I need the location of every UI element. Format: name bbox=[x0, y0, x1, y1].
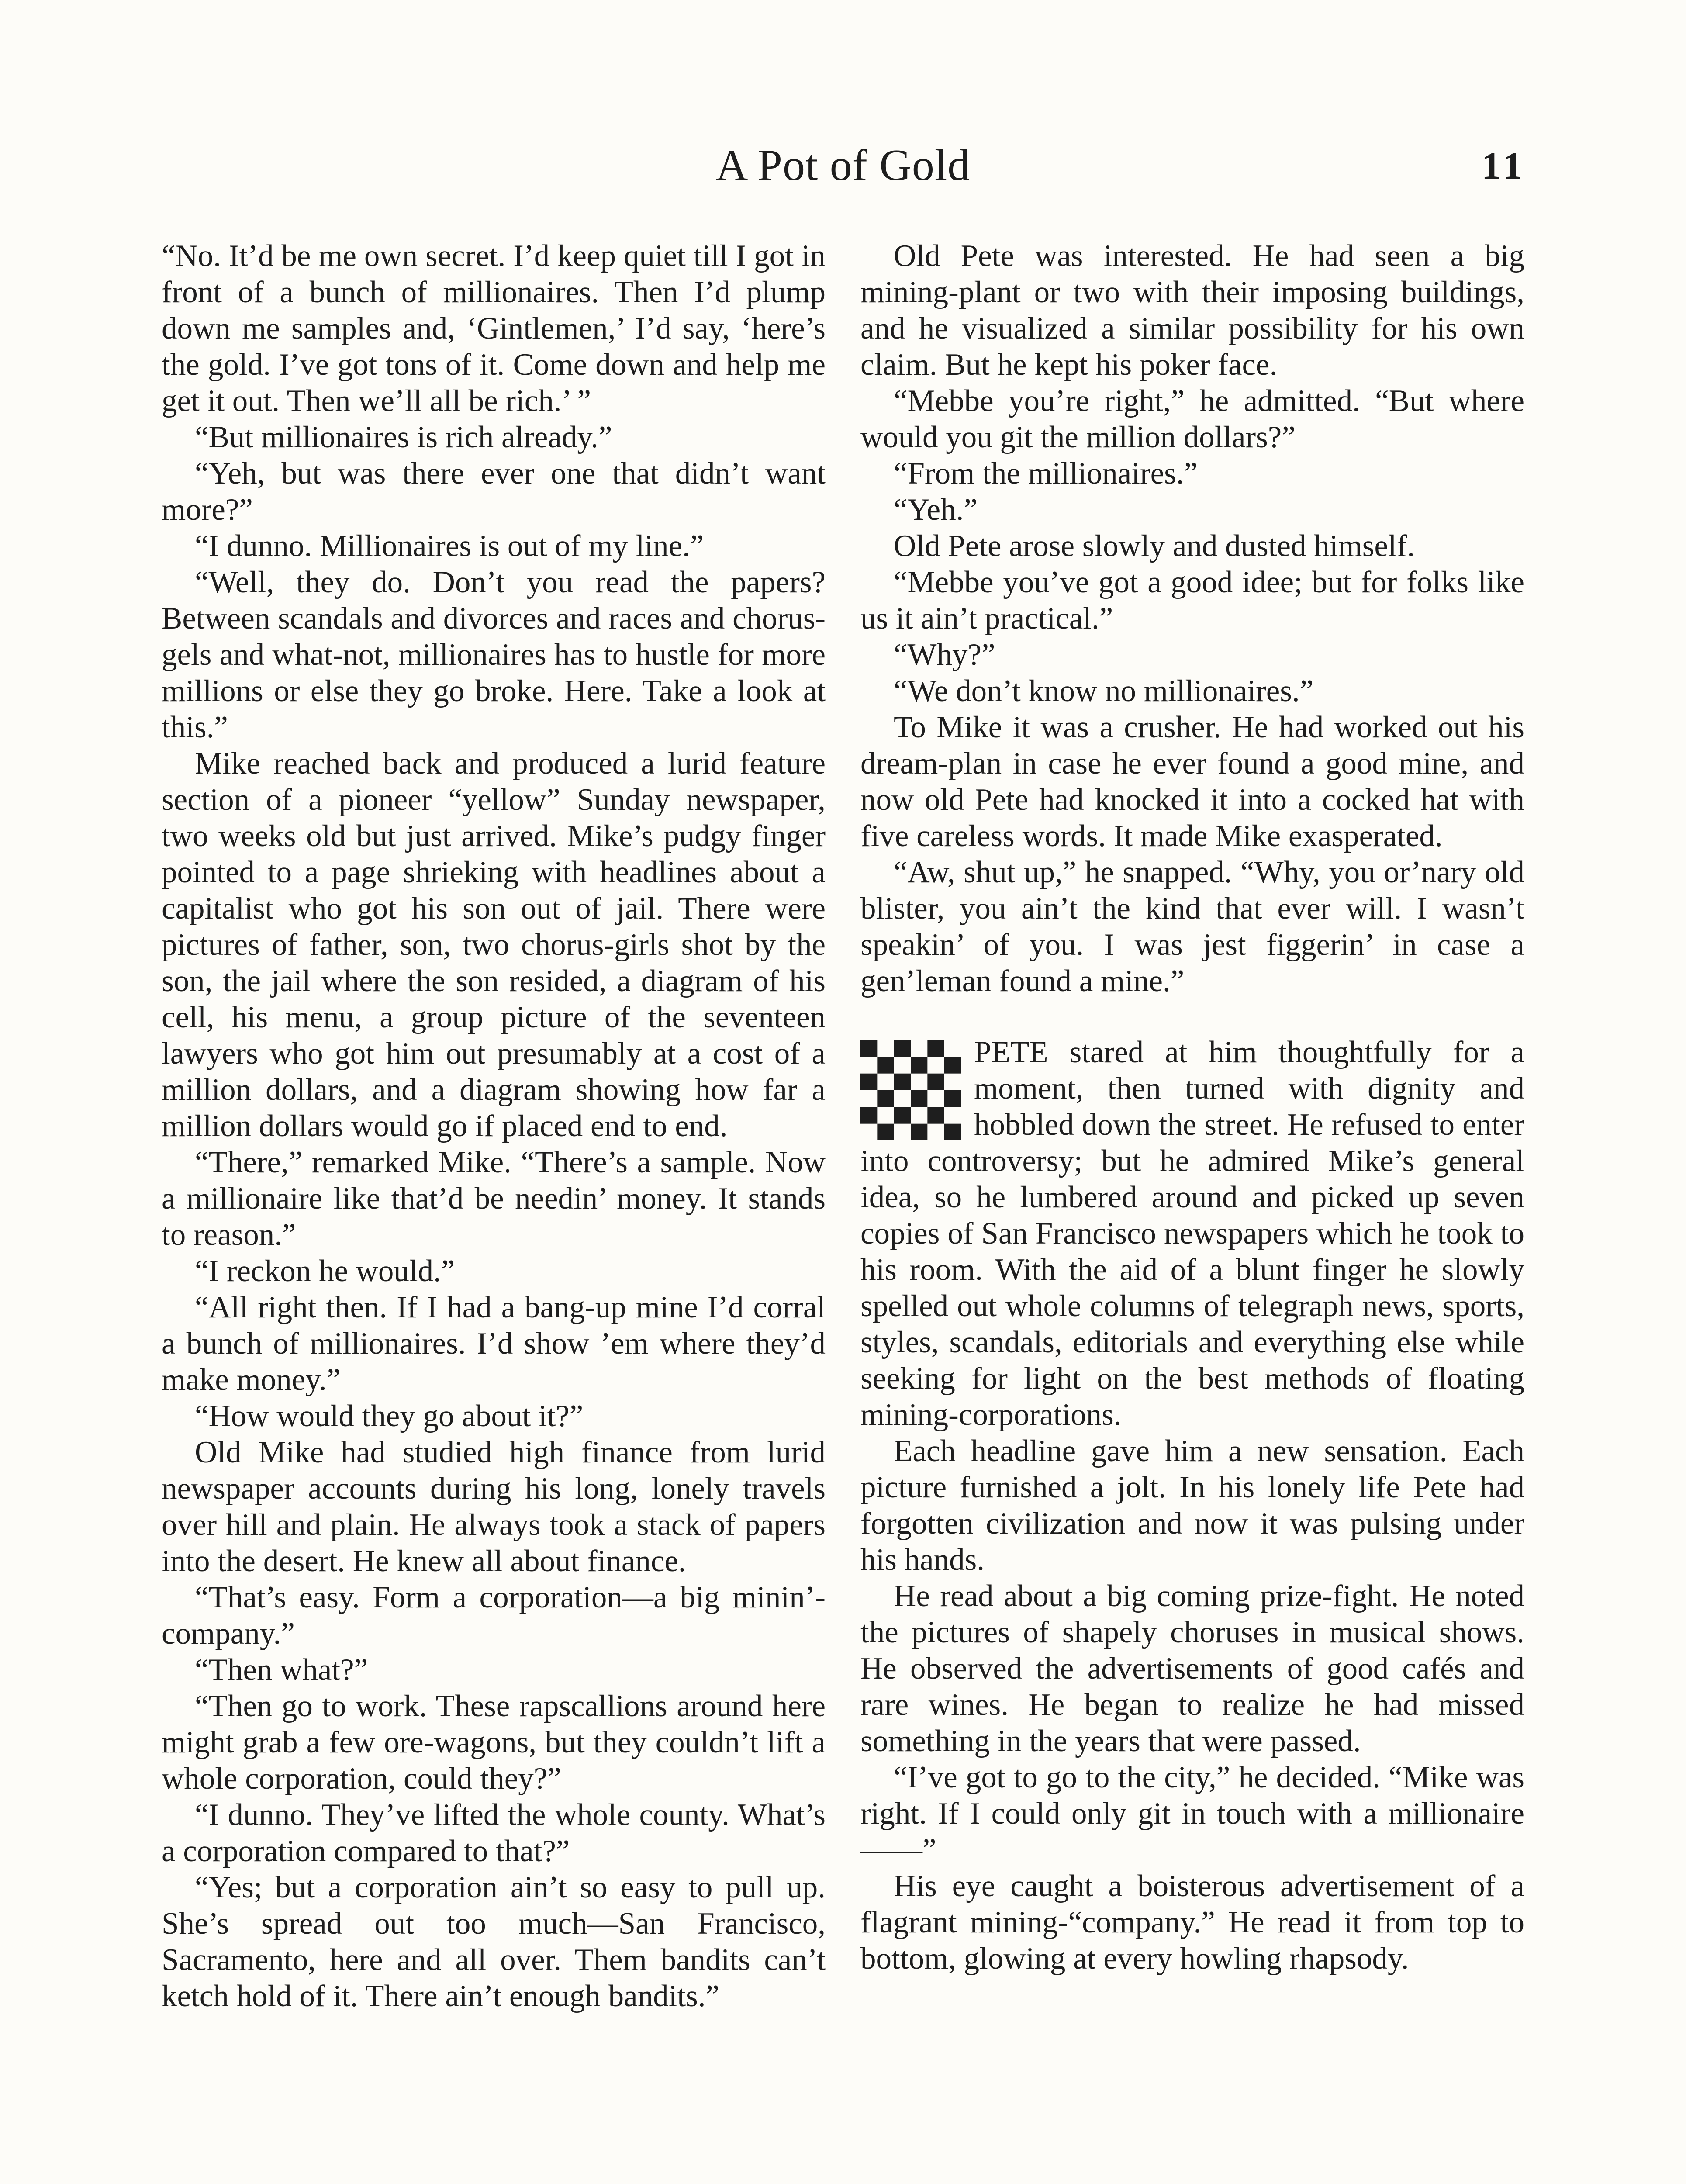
paragraph: “I reckon he would.” bbox=[195, 1254, 455, 1288]
paragraph: “How would they go about it?” bbox=[195, 1399, 584, 1433]
paragraph: “Yes; but a corporation ain’t so easy to pull up. She’s spread out too much—San Francisco, Sacramento, here and all over. Them bandits can’t ketch hold of it. There ain’t enough bandits.” bbox=[162, 1870, 826, 2013]
paragraph: “No. It’d be me own secret. I’d keep quiet till I got in front of a bunch of millionaires. Then I’d plump down me samples and, ‘Gintlemen,’ I’d say, ‘here’s the gold. I’ve got tons of it. Come down and help me get it out. Then we’ll all be rich.’ ” bbox=[162, 239, 826, 418]
paragraph: “All right then. If I had a bang-up mine I’d corral a bunch of millionaires. I’d show ’em where they’d make money.” bbox=[162, 1290, 826, 1397]
right-column bbox=[860, 238, 1524, 1977]
paragraph: “We don’t know no millionaires.” bbox=[894, 674, 1314, 708]
paragraph: “Yeh, but was there ever one that didn’t want more?” bbox=[162, 456, 826, 527]
page-number: 11 bbox=[1481, 145, 1527, 187]
dropcap-paragraph bbox=[860, 1034, 1524, 1433]
paragraph: Old Pete arose slowly and dusted himself. bbox=[894, 529, 1415, 563]
paragraph: Old Pete was interested. He had seen a big mining-plant or two with their imposing buildings, and he visualized a similar possibility for his own claim. But he kept his poker face. bbox=[860, 239, 1524, 382]
paragraph: “I dunno. Millionaires is out of my line.” bbox=[195, 529, 704, 563]
paragraph: “That’s easy. Form a corporation—a big minin’-company.” bbox=[162, 1580, 826, 1651]
paragraph: “Well, they do. Don’t you read the papers? Between scandals and divorces and races and chorus-gels and what-not, millionaires has to hustle for more millions or else they go broke. Here. Take a look at this.” bbox=[162, 565, 826, 744]
paragraph: “Then go to work. These rapscallions around here might grab a few ore-wagons, but they couldn’t lift a whole corporation, could they?” bbox=[162, 1689, 826, 1796]
paragraph: “Why?” bbox=[894, 638, 995, 672]
page-header-title: A Pot of Gold bbox=[715, 141, 971, 190]
paragraph: To Mike it was a crusher. He had worked out his dream-plan in case he ever found a good mine, and now old Pete had knocked it into a cocked hat with five careless words. It made Mike exasperated. bbox=[860, 710, 1524, 853]
left-column bbox=[162, 238, 826, 2015]
paragraph: PETE stared at him thoughtfully for a moment, then turned with dignity and hobbled down the street. He refused to enter into controversy; but he admired Mike’s general idea, so he lumbered around and picked up seven copies of San Francisco newspapers which he took to his room. With the aid of a blunt finger he slowly spelled out whole columns of telegraph news, sports, styles, scandals, editorials and everything else while seeking for light on the best methods of floating mining-corporations. bbox=[860, 1035, 1524, 1432]
paragraph: “Mebbe you’ve got a good idee; but for folks like us it ain’t practical.” bbox=[860, 565, 1524, 636]
paragraph: “Then what?” bbox=[195, 1653, 368, 1687]
paragraph: Mike reached back and produced a lurid feature section of a pioneer “yellow” Sunday newspaper, two weeks old but just arrived. Mike’s pudgy finger pointed to a page shrieking with headlines about a capitalist who got his son out of jail. There were pictures of father, son, two chorus-girls shot by the son, the jail where the son resided, a diagram of his cell, his menu, a group picture of the seventeen lawyers who got him out presumably at a cost of a million dollars, and a diagram showing how far a million dollars would go if placed end to end. bbox=[162, 746, 826, 1143]
paragraph: His eye caught a boisterous advertisement of a flagrant mining-“company.” He read it from top to bottom, glowing at every howling rhapsody. bbox=[860, 1869, 1524, 1976]
paragraph: “There,” remarked Mike. “There’s a sample. Now a millionaire like that’d be needin’ money. It stands to reason.” bbox=[162, 1145, 826, 1252]
paragraph: “Mebbe you’re right,” he admitted. “But where would you git the million dollars?” bbox=[860, 384, 1524, 454]
paragraph: “I dunno. They’ve lifted the whole county. What’s a corporation compared to that?” bbox=[162, 1798, 826, 1868]
paragraph: Each headline gave him a new sensation. Each picture furnished a jolt. In his lonely life Pete had forgotten civilization and now it was pulsing under his hands. bbox=[860, 1434, 1524, 1577]
paragraph: “Aw, shut up,” he snapped. “Why, you or’nary old blister, you ain’t the kind that ever will. I wasn’t speakin’ of you. I was jest figgerin’ in case a gen’leman found a mine.” bbox=[860, 855, 1524, 998]
paragraph: Old Mike had studied high finance from lurid newspaper accounts during his long, lonely travels over hill and plain. He always took a stack of papers into the desert. He knew all about finance. bbox=[162, 1435, 826, 1578]
paragraph: “Yeh.” bbox=[894, 493, 978, 527]
checkered-ornament-icon bbox=[860, 1038, 961, 1143]
paragraph: He read about a big coming prize-fight. He noted the pictures of shapely choruses in musical shows. He observed the advertisements of good cafés and rare wines. He began to realize he had missed something in the years that were passed. bbox=[860, 1579, 1524, 1758]
paragraph: “From the millionaires.” bbox=[894, 456, 1198, 491]
paragraph: “I’ve got to go to the city,” he decided. “Mike was right. If I could only git in touch with a millionaire——” bbox=[860, 1760, 1524, 1867]
section-break bbox=[860, 999, 1524, 1034]
paragraph: “But millionaires is rich already.” bbox=[195, 420, 612, 454]
